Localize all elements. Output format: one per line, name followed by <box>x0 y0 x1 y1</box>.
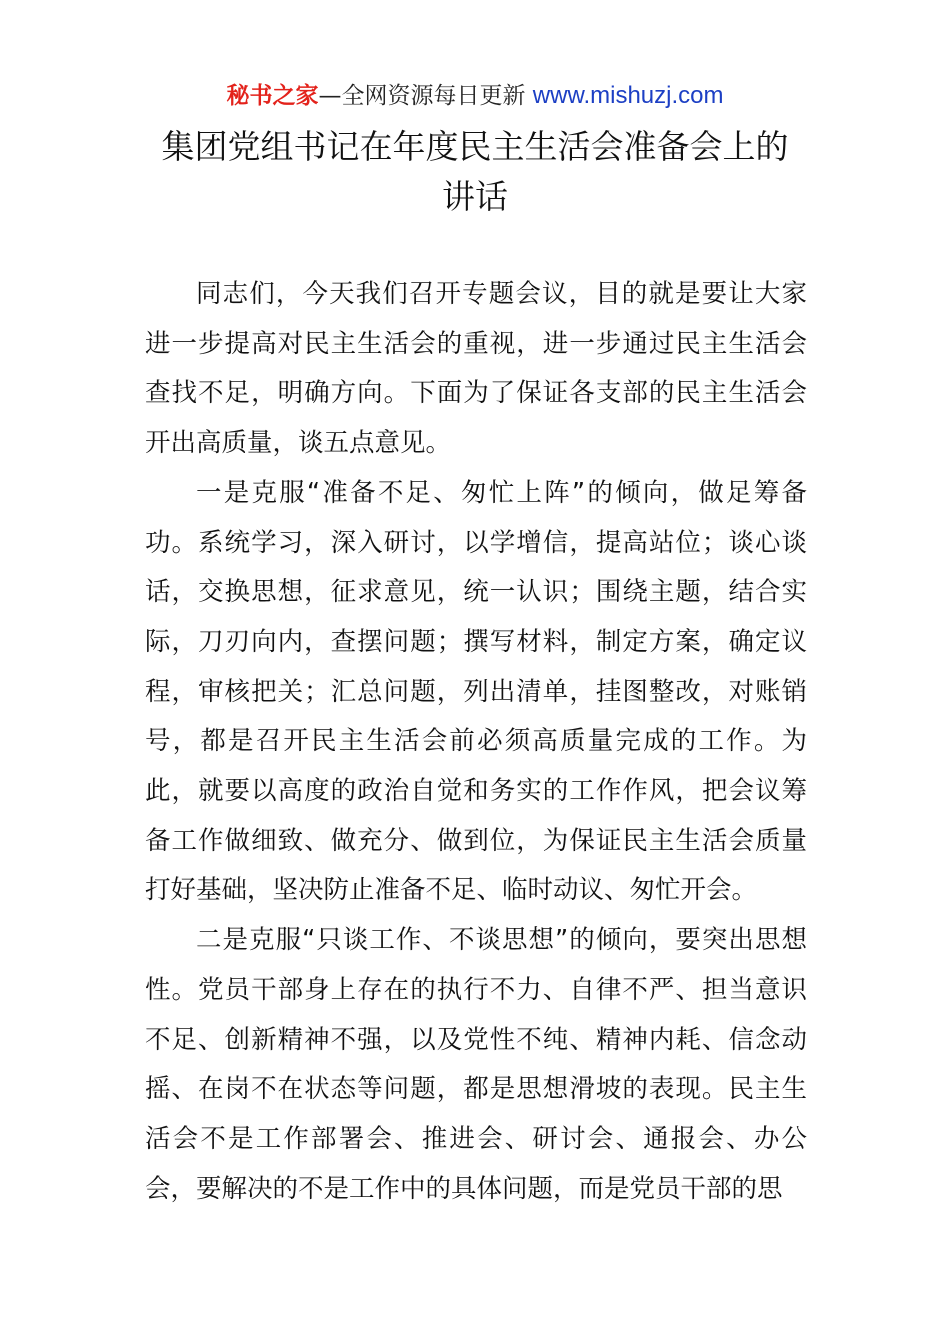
site-brand: 秘书之家 <box>226 83 319 109</box>
site-header <box>0 80 950 112</box>
site-tagline: —全网资源每日更新 <box>318 83 526 109</box>
body-paragraph: 二是克服“只谈工作、不谈思想”的倾向，要突出思想性。党员干部身上存在的执行不力、自律不严、担当意识不足、创新精神不强，以及党性不纯、精神内耗、信念动摇、在岗不在状态等问题，都是思想滑坡的表现。民主生活会不是工作部署会、推进会、研讨会、通报会、办公会，要解决的不是工作中的具体问题，而是党员干部的思 <box>145 925 807 1204</box>
site-url-link[interactable]: www.mishuzj.com <box>532 82 724 109</box>
document-title-line-1: 集团党组书记在年度民主生活会准备会上的 <box>161 127 789 166</box>
document-title-line-2: 讲话 <box>442 177 508 216</box>
body-paragraph: 同志们，今天我们召开专题会议，目的就是要让大家进一步提高对民主生活会的重视，进一步通过民主生活会查找不足，明确方向。下面为了保证各支部的民主生活会开出高质量，谈五点意见。 <box>145 279 807 459</box>
body-paragraph: 一是克服“准备不足、匆忙上阵”的倾向，做足筹备功。系统学习，深入研讨，以学增信，提高站位；谈心谈话，交换思想，征求意见，统一认识；围绕主题，结合实际，刀刃向内，查摆问题；撰写材料，制定方案，确定议程，审核把关；汇总问题，列出清单，挂图整改，对账销号，都是召开民主生活会前必须高质量完成的工作。为此，就要以高度的政治自觉和务实的工作作风，把会议筹备工作做细致、做充分、做到位，为保证民主生活会质量打好基础，坚决防止准备不足、临时动议、匆忙开会。 <box>145 477 807 906</box>
document-body <box>145 270 807 1214</box>
document-title <box>130 122 820 222</box>
